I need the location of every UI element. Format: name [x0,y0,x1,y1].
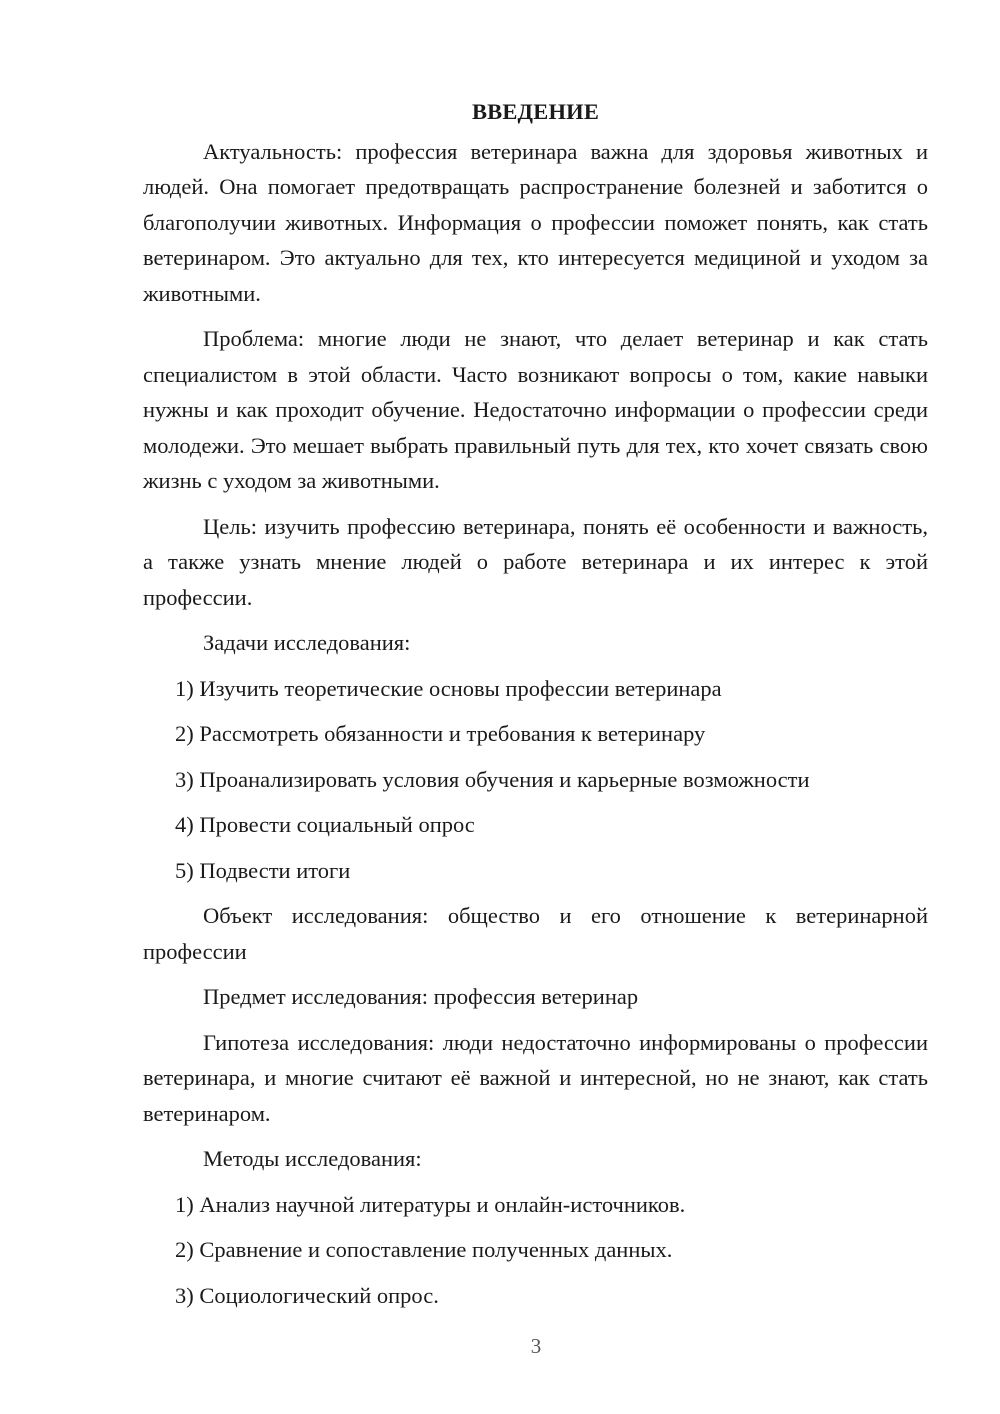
problem-paragraph: Проблема: многие люди не знают, что делает ветеринар и как стать специалистом в этой области. Часто возникают вопросы о том, какие навыки нужны и как проходит обучение. Недостаточно информации о профессии среди молодежи. Это мешает выбрать правильный путь для тех, кто хочет связать свою жизнь с уходом за животными. [143,326,928,493]
list-item: 1) Изучить теоретические основы профессии ветеринара [175,675,722,701]
list-item: 3) Проанализировать условия обучения и карьерные возможности [175,766,810,792]
object-paragraph: Объект исследования: общество и его отношение к ветеринарной профессии [143,903,928,964]
list-item: 5) Подвести итоги [175,857,351,883]
methods-label: Методы исследования: [203,1146,422,1171]
list-item: 4) Провести социальный опрос [175,812,475,837]
tasks-label: Задачи исследования: [203,630,411,655]
list-item: 3) Социологический опрос. [175,1282,439,1308]
document-page [143,94,928,1323]
hypothesis-paragraph: Гипотеза исследования: люди недостаточно информированы о профессии ветеринара, и многие считают её важной и интересной, но не знают, как стать ветеринаром. [143,1029,928,1126]
methods-list [143,1187,928,1314]
goal-paragraph: Цель: изучить профессию ветеринара, понять её особенности и важность, а также узнать мнение людей о работе ветеринара и их интерес к этой профессии. [143,513,928,610]
tasks-list [143,671,928,889]
list-item: 2) Сравнение и сопоставление полученных данных. [175,1237,673,1262]
page-number: 3 [530,1334,542,1358]
relevance-paragraph: Актуальность: профессия ветеринара важна для здоровья животных и людей. Она помогает предотвращать распространение болезней и заботится о благополучии животных. Информация о профессии поможет понять, как стать ветеринаром. Это актуально для тех, кто интересуется медициной и уходом за животными. [143,138,928,306]
list-item: 1) Анализ научной литературы и онлайн-источников. [175,1191,686,1217]
list-item: 2) Рассмотреть обязанности и требования к ветеринару [175,721,706,746]
page-title: ВВЕДЕНИЕ [471,99,600,124]
subject-paragraph: Предмет исследования: профессия ветеринар [203,984,639,1009]
